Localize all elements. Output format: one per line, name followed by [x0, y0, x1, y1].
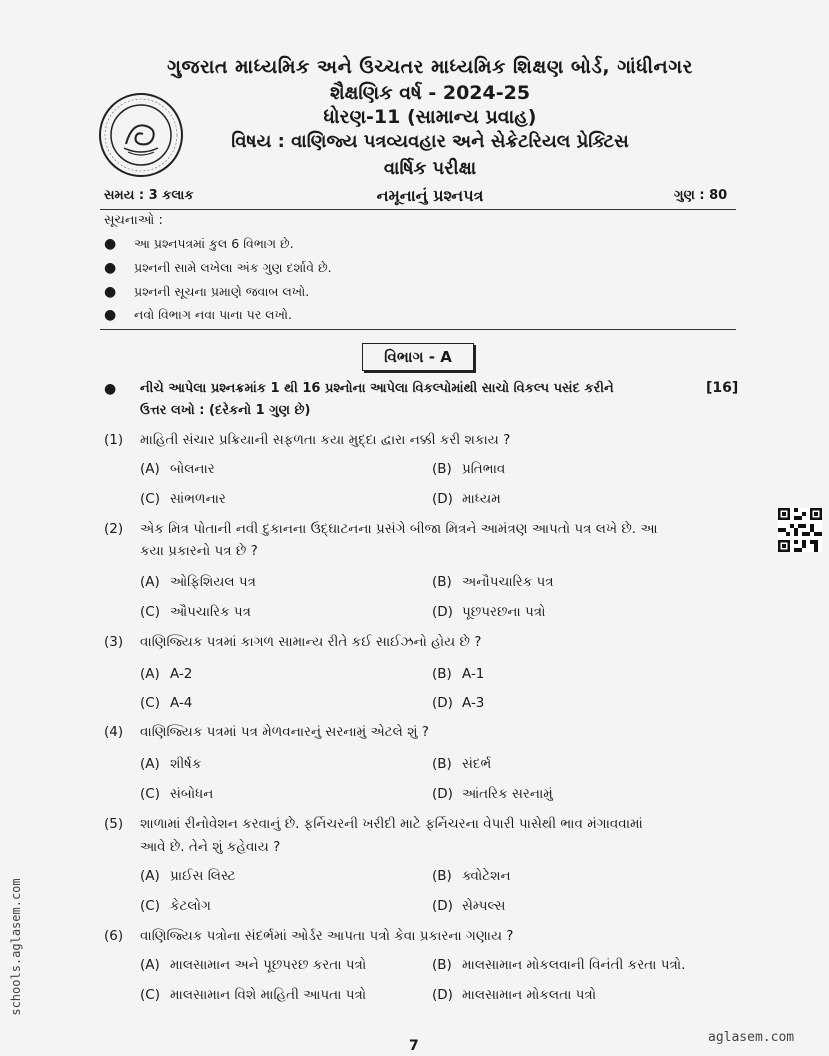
- question-5: (5) શાળામાં રીનોવેશન કરવાનું છે. ફર્નિચરની ખરીદી માટે ફર્નિચરના વેપારી પાસેથી ભાવ મંગાવવામાં: [104, 816, 643, 832]
- paper-title: નમૂનાનું પ્રશ્નપત્ર: [376, 186, 484, 205]
- option-6a: (A) માલસામાન અને પૂછપરછ કરતા પત્રો: [140, 957, 367, 973]
- qr-code[interactable]: [778, 508, 822, 552]
- option-1c: (C) સાંભળનાર: [140, 491, 226, 507]
- option-6c: (C) માલસામાન વિશે માહિતી આપતા પત્રો: [140, 987, 367, 1003]
- instructions-divider: [100, 329, 736, 330]
- section-title-box: વિભાગ - A: [362, 343, 474, 371]
- question-3: (3) વાણિજ્યિક પત્રમાં કાગળ સામાન્ય રીતે કઈ સાઈઝનો હોય છે ?: [104, 634, 482, 650]
- option-3c: (C) A-4: [140, 695, 193, 711]
- option-2c: (C) ઔપચારિક પત્ર: [140, 604, 251, 620]
- section-marks: [16]: [706, 380, 739, 396]
- option-3d: (D) A-3: [432, 695, 485, 711]
- question-2-cont: કયા પ્રકારનો પત્ર છે ?: [140, 543, 258, 559]
- instruction-item: ● આ પ્રશ્નપત્રમાં કુલ 6 વિભાગ છે.: [104, 236, 294, 252]
- option-3b: (B) A-1: [432, 666, 485, 682]
- question-4: (4) વાણિજ્યિક પત્રમાં પત્ર મેળવનારનું સરનામું એટલે શું ?: [104, 724, 429, 740]
- instruction-item: ● નવો વિભાગ નવા પાના પર લખો.: [104, 307, 293, 323]
- exam-name: વાર્ષિક પરીક્ષા: [383, 158, 477, 179]
- option-4c: (C) સંબોધન: [140, 786, 214, 802]
- class-stream: ધોરણ-11 (સામાન્ય પ્રવાહ): [323, 106, 537, 128]
- option-5d: (D) સેમ્પલ્સ: [432, 898, 506, 914]
- instructions-heading: સૂચનાઓ :: [104, 213, 163, 228]
- option-6b: (B) માલસામાન મોકલવાની વિનંતી કરતા પત્રો.: [432, 957, 686, 973]
- option-5a: (A) પ્રાઈસ લિસ્ટ: [140, 868, 236, 884]
- instruction-item: ● પ્રશ્નની સામે લખેલા અંક ગુણ દર્શાવે છે.: [104, 260, 332, 276]
- option-4a: (A) શીર્ષક: [140, 756, 202, 772]
- option-1a: (A) બોલનાર: [140, 461, 215, 477]
- page-number: 7: [409, 1038, 419, 1054]
- header-divider: [100, 209, 736, 210]
- total-marks: ગુણ : 80: [674, 188, 728, 203]
- option-4b: (B) સંદર્ભ: [432, 756, 492, 772]
- option-4d: (D) આંતરિક સરનામું: [432, 786, 553, 802]
- question-2: (2) એક મિત્ર પોતાની નવી દુકાનના ઉદ્ઘાટનના પ્રસંગે બીજા મિત્રને આમંત્રણ આપતો પત્ર લખે છે. આ: [104, 521, 658, 537]
- option-1b: (B) પ્રતિભાવ: [432, 461, 506, 477]
- question-5-cont: આવે છે. તેને શું કહેવાય ?: [140, 839, 281, 855]
- option-6d: (D) માલસામાન મોકલતા પત્રો: [432, 987, 597, 1003]
- option-1d: (D) માધ્યમ: [432, 491, 501, 507]
- time-allowed: સમય : 3 કલાક: [104, 188, 194, 203]
- option-5b: (B) ક્વોટેશન: [432, 868, 511, 884]
- subject-title: વિષય : વાણિજ્ય પત્રવ્યવહાર અને સેક્રેટરિયલ પ્રેક્ટિસ: [231, 131, 629, 152]
- side-watermark: schools.aglasem.com: [9, 878, 23, 1016]
- academic-year: શૈક્ષણિક વર્ષ - 2024-25: [329, 82, 531, 104]
- board-name: ગુજરાત માધ્યમિક અને ઉચ્ચતર માધ્યમિક શિક્ષણ બોર્ડ, ગાંધીનગર: [167, 56, 693, 78]
- option-2b: (B) અનૌપચારિક પત્ર: [432, 574, 554, 590]
- option-2a: (A) ઓફિશિયલ પત્ર: [140, 574, 256, 590]
- instruction-item: ● પ્રશ્નની સૂચના પ્રમાણે જવાબ લખો.: [104, 284, 310, 300]
- option-5c: (C) કેટલોગ: [140, 898, 211, 914]
- option-3a: (A) A-2: [140, 666, 193, 682]
- question-1: (1) માહિતી સંચાર પ્રક્રિયાની સફળતા કયા મુદ્દા દ્વારા નક્કી કરી શકાય ?: [104, 432, 511, 448]
- corner-watermark: aglasem.com: [708, 1030, 795, 1045]
- question-6: (6) વાણિજ્યિક પત્રોના સંદર્ભમાં ઓર્ડર આપતા પત્રો કેવા પ્રકારના ગણાય ?: [104, 928, 514, 944]
- option-2d: (D) પૂછપરછના પત્રો: [432, 604, 546, 620]
